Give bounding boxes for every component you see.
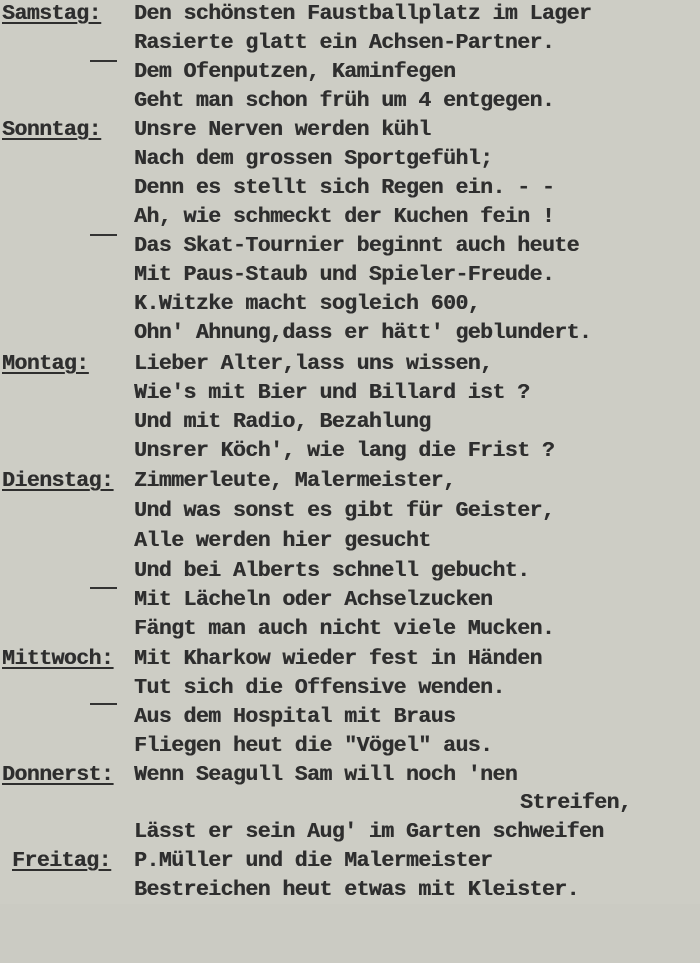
day-label: Mittwoch: xyxy=(2,647,114,671)
document-line xyxy=(0,789,632,818)
line-text: Mit Paus-Staub und Spieler-Freude. xyxy=(134,263,555,287)
document-line xyxy=(0,557,530,586)
line-text: Lieber Alter,lass uns wissen, xyxy=(134,352,493,376)
line-text: Zimmerleute, Malermeister, xyxy=(134,469,456,493)
line-text: Unsrer Köch', wie lang die Frist ? xyxy=(134,439,555,463)
document-line xyxy=(0,203,555,232)
document-line xyxy=(0,261,555,290)
document-line xyxy=(0,29,555,58)
document-line xyxy=(0,467,456,496)
line-text: Tut sich die Offensive wenden. xyxy=(134,676,505,700)
line-text: Und mit Radio, Bezahlung xyxy=(134,410,431,434)
document-line xyxy=(0,0,592,29)
document-line xyxy=(0,174,555,203)
line-text: Streifen, xyxy=(520,791,632,815)
document-line xyxy=(0,761,518,790)
line-text: Unsre Nerven werden kühl xyxy=(134,118,431,142)
line-text: Den schönsten Faustballplatz im Lager xyxy=(134,2,592,26)
line-text: Bestreichen heut etwas mit Kleister. xyxy=(134,878,579,902)
document-line xyxy=(0,408,431,437)
document-line xyxy=(0,116,431,145)
document-line xyxy=(0,290,481,319)
day-label: Freitag: xyxy=(12,849,111,873)
document-line xyxy=(0,145,493,174)
line-text: Und was sonst es gibt für Geister, xyxy=(134,499,555,523)
line-text: Geht man schon früh um 4 entgegen. xyxy=(134,89,555,113)
margin-dash xyxy=(90,234,117,236)
margin-dash xyxy=(90,703,117,705)
margin-dash xyxy=(90,587,117,589)
document-line xyxy=(0,732,493,761)
day-label: Dienstag: xyxy=(2,469,114,493)
line-text: K.Witzke macht sogleich 600, xyxy=(134,292,481,316)
document-line xyxy=(0,527,431,556)
line-text: Dem Ofenputzen, Kaminfegen xyxy=(134,60,456,84)
line-text: Mit Kharkow wieder fest in Händen xyxy=(134,647,542,671)
line-text: Fliegen heut die "Vögel" aus. xyxy=(134,734,493,758)
line-text: Aus dem Hospital mit Braus xyxy=(134,705,456,729)
line-text: Ohn' Ahnung,dass er hätt' geblundert. xyxy=(134,321,592,345)
line-text: Alle werden hier gesucht xyxy=(134,529,431,553)
line-text: Nach dem grossen Sportgefühl; xyxy=(134,147,493,171)
line-text: Fängt man auch nicht viele Mucken. xyxy=(134,617,555,641)
line-text: Ah, wie schmeckt der Kuchen fein ! xyxy=(134,205,555,229)
document-line xyxy=(0,497,555,526)
document-line xyxy=(0,87,555,116)
document-line xyxy=(0,350,493,379)
line-text: Rasierte glatt ein Achsen-Partner. xyxy=(134,31,555,55)
day-label: Sonntag: xyxy=(2,118,101,142)
document-line xyxy=(0,876,579,905)
line-text: Mit Lächeln oder Achselzucken xyxy=(134,588,493,612)
document-line xyxy=(0,818,604,847)
document-line xyxy=(0,319,592,348)
day-label: Donnerst: xyxy=(2,763,114,787)
line-text: Das Skat-Tournier beginnt auch heute xyxy=(134,234,579,258)
document-line xyxy=(0,232,579,261)
document-line xyxy=(0,645,542,674)
document-line xyxy=(0,379,530,408)
day-label: Samstag: xyxy=(2,2,101,26)
line-text: Und bei Alberts schnell gebucht. xyxy=(134,559,530,583)
margin-dash xyxy=(90,60,117,62)
line-text: Denn es stellt sich Regen ein. - - xyxy=(134,176,555,200)
document-line xyxy=(0,847,493,876)
document-line xyxy=(0,615,555,644)
document-line xyxy=(0,437,555,466)
document-line xyxy=(0,674,505,703)
line-text: Lässt er sein Aug' im Garten schweifen xyxy=(134,820,604,844)
line-text: P.Müller und die Malermeister xyxy=(134,849,493,873)
day-label: Montag: xyxy=(2,352,89,376)
document-line xyxy=(0,703,456,732)
line-text: Wie's mit Bier und Billard ist ? xyxy=(134,381,530,405)
document-line xyxy=(0,586,493,615)
document-line xyxy=(0,58,456,87)
line-text: Wenn Seagull Sam will noch 'nen xyxy=(134,763,518,787)
